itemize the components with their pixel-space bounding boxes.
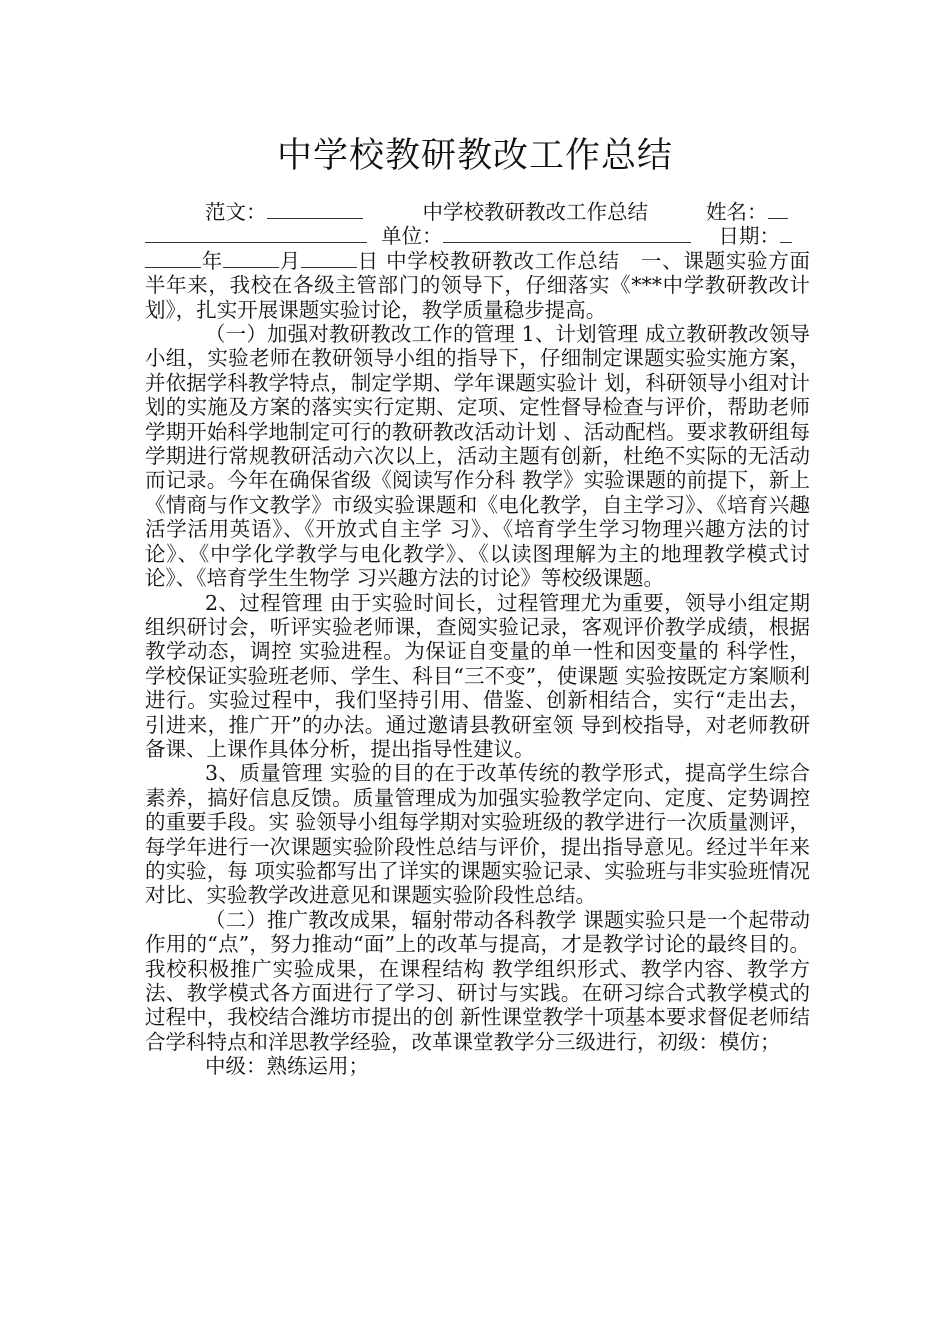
- name-label: 姓名：: [706, 200, 768, 224]
- header-line: [145, 200, 810, 322]
- paragraph: 2、过程管理 由于实验时间长，过程管理尤为重要，领导小组定期组织研讨会，听评实验老师课，查阅实验记录，客观评价教学成绩，根据教学动态，调控 实验进程。为保证自变量的单一性和因变量的 科学性，学校保证实验班老师、学生、科目“三不变”，使课题 实验按既定方案顺利进行。实验过程中，我们坚持引用、借鉴、创新相结合，实行“走出去，引进来，推广开”的办法。通过邀请县教研室领 导到校指导，对老师教研备课、上课作具体分析，提出指导性建议。: [145, 590, 810, 761]
- name-blank-cont: [145, 224, 367, 243]
- paragraph: 中级：熟练运用；: [205, 1054, 369, 1079]
- fanwen-blank: [267, 200, 363, 219]
- month-label: 月: [278, 248, 301, 273]
- unit-blank: [443, 224, 691, 243]
- document-body: [145, 200, 810, 1079]
- day-blank: [301, 249, 357, 268]
- date-blank: [780, 224, 792, 243]
- paragraph: （一）加强对教研教改工作的管理 1、计划管理 成立教研教改领导小组，实验老师在教研领导小组的指导下，仔细制定课题实验实施方案，并依据学科教学特点，制定学期、学年课题实验计 划，科研领导小组对计划的实施及方案的落实实行定期、定项、定性督导检查与评价，帮助老师学期开始科学地制定可行的教研教改活动计划 、活动配档。要求教研组每学期进行常规教研活动六次以上，活动主题有创新，杜绝不实际的无活动而记录。今年在确保省级《阅读写作分科 教学》实验课题的前提下，新上《情商与作文教学》市级实验课题和《电化教学，自主学习》、《培育兴趣活学活用英语》、《开放式自主学 习》、《培育学生学习物理兴趣方法的讨论》、《中学化学教学与电化教学》、《以读图理解为主的地理教学模式讨论》、《培育学生生物学 习兴趣方法的讨论》等校级课题。: [145, 322, 810, 591]
- document-title: 中学校教研教改工作总结: [276, 136, 673, 176]
- month-blank: [223, 249, 279, 268]
- fanwen-title: 中学校教研教改工作总结: [422, 200, 648, 224]
- paragraph: 3、质量管理 实验的目的在于改革传统的教学形式，提高学生综合素养，搞好信息反馈。质量管理成为加强实验教学定向、定度、定势调控的重要手段。实 验领导小组每学期对实验班级的教学进行一次质量测评，每学年进行一次课题实验阶段性总结与评价，提出指导意见。经过半年来的实验，每 项实验都写出了详实的课题实验记录、实验班与非实验班情况对比、实验教学改进意见和课题实验阶段性总结。: [145, 761, 810, 908]
- paragraph: （二）推广教改成果，辐射带动各科教学 课题实验只是一个起带动作用的“点”，努力推动“面”上的改革与提高，才是教学讨论的最终目的。我校积极推广实验成果，在课程结构 教学组织形式、教学内容、教学方法、教学模式各方面进行了学习、研讨与实践。在研习综合式教学模式的过程中，我校结合潍坊市提出的创 新性课堂教学十项基本要求督促老师结合学科特点和洋思教学经验，改革课堂教学分三级进行，初级：模仿；: [145, 907, 810, 1054]
- unit-label: 单位：: [381, 224, 443, 249]
- paragraph-intro: 中学校教研教改工作总结 一、课题实验方面 半年来，我校在各级主管部门的领导下，仔细落实《***中学教研教改计划》，扎实开展课题实验讨论，教学质量稳步提高。: [145, 248, 811, 322]
- fanwen-label: 范文：: [205, 200, 267, 224]
- day-label: 日: [356, 248, 379, 273]
- name-blank: [768, 200, 788, 219]
- year-blank: [145, 249, 201, 268]
- date-label: 日期：: [718, 224, 780, 249]
- year-label: 年: [201, 248, 223, 273]
